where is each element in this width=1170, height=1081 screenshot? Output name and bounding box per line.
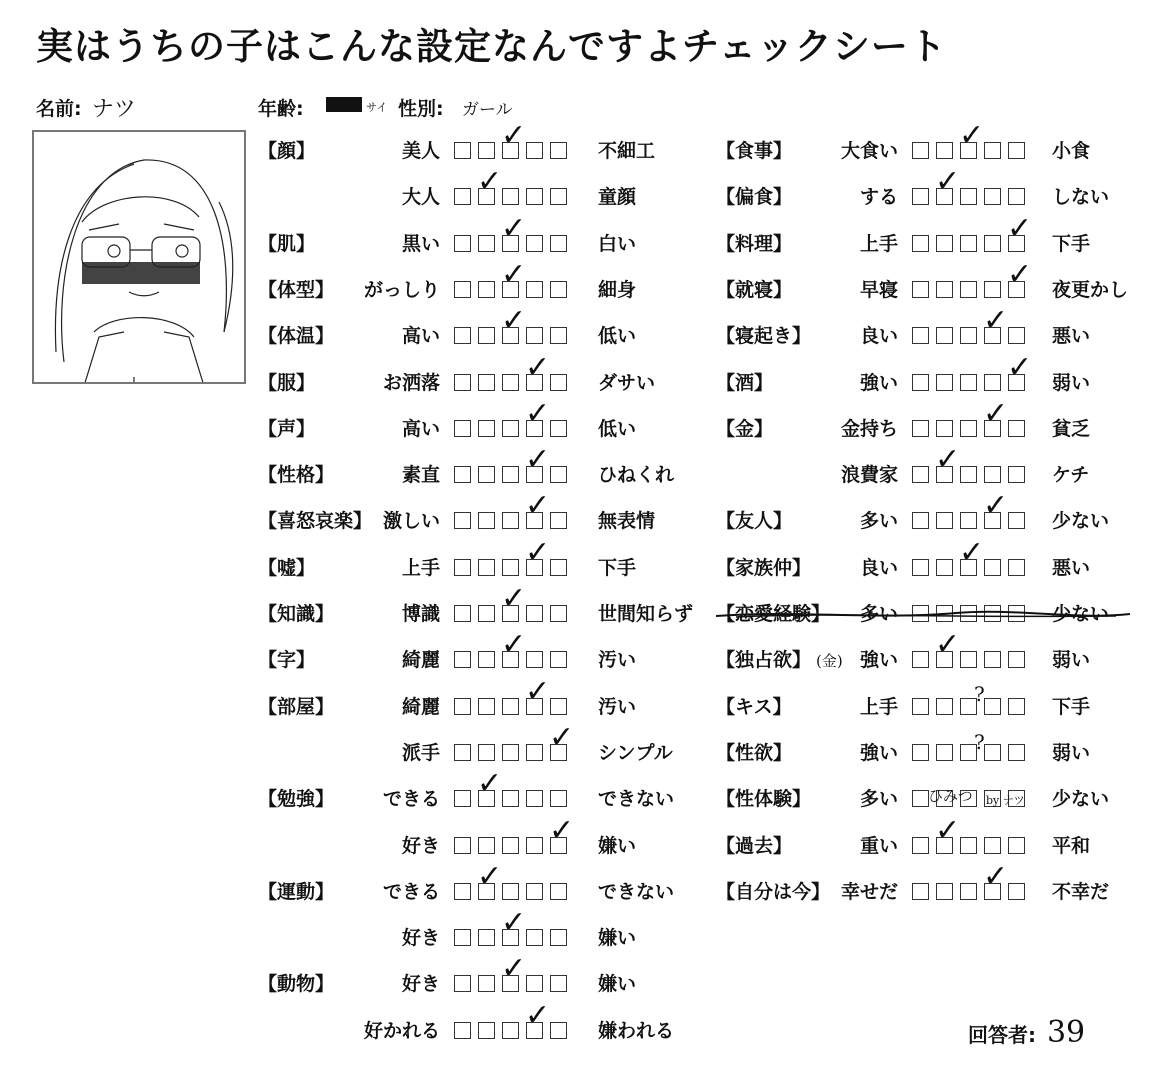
scale-checkbox[interactable] (960, 651, 977, 668)
checklist-row (0, 164, 1170, 212)
left-option: 多い (859, 603, 898, 625)
scale-checkbox[interactable] (550, 929, 567, 946)
checkmark-icon: ✓ (525, 442, 551, 478)
scale-checkbox[interactable] (936, 281, 953, 298)
scale-checkbox[interactable] (502, 1022, 519, 1039)
scale-checkbox[interactable] (1007, 256, 1033, 298)
category-label: 【料理】 (716, 232, 793, 255)
right-option: ひねくれ (598, 464, 675, 487)
scale-boxes (912, 698, 1025, 715)
age-label: 年齢: (258, 98, 304, 120)
scale-boxes (912, 812, 1025, 854)
left-option: 美人 (401, 140, 440, 162)
right-option: シンプル (598, 741, 673, 764)
checklist-row (0, 951, 1170, 999)
checklist-row (0, 858, 1170, 907)
checkmark-icon: ✓ (983, 395, 1009, 431)
scale-checkbox[interactable] (936, 420, 953, 437)
checkmark-icon: ✓ (501, 905, 527, 941)
scale-checkbox[interactable] (983, 395, 1009, 437)
scale-checkbox[interactable] (1007, 210, 1033, 252)
checkmark-icon: ✓ (525, 673, 551, 709)
left-option: 重い (859, 834, 898, 857)
scale-boxes (912, 210, 1033, 252)
scale-checkbox[interactable] (983, 488, 1009, 529)
right-option: 弱い (1052, 741, 1091, 764)
right-option: 無表情 (598, 510, 656, 533)
scale-checkbox[interactable] (1007, 349, 1033, 391)
right-option: 嫌い (598, 927, 637, 950)
scale-checkbox[interactable] (960, 281, 977, 298)
left-option: 早寝 (859, 278, 898, 301)
scale-checkbox[interactable] (550, 975, 567, 992)
scale-checkbox[interactable] (1008, 698, 1025, 715)
scale-checkbox[interactable] (1008, 837, 1025, 854)
scale-checkbox[interactable] (1008, 512, 1025, 529)
left-option: 多い (859, 510, 898, 533)
checkmark-icon: ✓ (525, 395, 551, 431)
scale-checkbox[interactable] (936, 883, 953, 900)
right-option: 嫌い (598, 973, 637, 996)
category-label: 【字】 (258, 649, 316, 672)
respondent (968, 1015, 1085, 1050)
left-option: 好かれる (363, 1019, 440, 1042)
scale-checkbox[interactable] (1008, 142, 1025, 159)
scale-checkbox[interactable] (912, 281, 929, 298)
left-option: 好き (401, 973, 440, 996)
scale-checkbox[interactable] (984, 466, 1001, 483)
category-label: 【嘘】 (258, 556, 316, 579)
checklist-row (0, 395, 1170, 444)
scale-boxes (912, 442, 1025, 483)
left-option: お洒落 (382, 371, 440, 394)
scale-checkbox[interactable] (959, 118, 985, 159)
scale-checkbox[interactable] (1008, 466, 1025, 483)
note-question-1: ? (974, 682, 985, 706)
scale-checkbox[interactable] (1008, 420, 1025, 437)
scale-checkbox[interactable] (984, 559, 1001, 576)
scale-checkbox[interactable] (960, 512, 977, 529)
right-option: 嫌われる (598, 1019, 675, 1042)
category-label: 【就寝】 (716, 278, 793, 301)
category-label: 【喜怒哀楽】 (258, 510, 373, 533)
category-label: 【部屋】 (258, 695, 335, 718)
scale-boxes (912, 534, 1025, 576)
checklist-row (0, 488, 1170, 536)
checkmark-icon: ✓ (1007, 256, 1033, 292)
right-option: 細身 (598, 278, 637, 301)
scale-checkbox[interactable] (1008, 559, 1025, 576)
scale-checkbox[interactable] (984, 374, 1001, 391)
right-option: 平和 (1052, 834, 1091, 857)
left-option: 浪費家 (840, 464, 898, 487)
checklist-row (0, 905, 1170, 953)
scale-checkbox[interactable] (1008, 188, 1025, 205)
category-label: 【顔】 (258, 140, 316, 162)
category-label: 【キス】 (716, 695, 792, 718)
category-label: 【運動】 (258, 880, 335, 903)
right-option: 汚い (598, 695, 637, 718)
scale-boxes (912, 164, 1025, 205)
respondent-label: 回答者: (968, 1023, 1036, 1047)
checkmark-icon: ✓ (983, 858, 1009, 894)
left-option: 好き (401, 927, 440, 950)
scale-boxes (454, 997, 567, 1039)
checklist-row (0, 256, 1170, 305)
scale-boxes (912, 349, 1033, 391)
checklist-row (0, 442, 1170, 490)
scale-boxes (912, 395, 1025, 437)
scale-checkbox[interactable] (478, 929, 495, 946)
right-option: 悪い (1052, 556, 1091, 579)
left-option: できる (382, 880, 440, 903)
scale-checkbox[interactable] (501, 905, 527, 946)
scale-checkbox[interactable] (936, 744, 953, 761)
scale-checkbox[interactable] (912, 559, 929, 576)
right-option: 汚い (598, 649, 637, 672)
scale-boxes (912, 303, 1025, 344)
right-option: 低い (598, 325, 637, 348)
category-label: 【動物】 (258, 973, 335, 996)
right-option: 弱い (1052, 371, 1091, 394)
scale-checkbox[interactable] (936, 235, 953, 252)
scale-checkbox[interactable] (936, 559, 953, 576)
category-label: 【自分は今】 (716, 880, 831, 903)
scale-checkbox[interactable] (936, 327, 953, 344)
left-option: がっしり (363, 278, 440, 301)
scale-checkbox[interactable] (936, 698, 953, 715)
checkmark-icon: ✓ (501, 627, 527, 663)
scale-boxes (912, 744, 1025, 761)
right-option: ダサい (598, 371, 656, 394)
scale-checkbox[interactable] (525, 997, 551, 1039)
left-option: 高い (401, 325, 440, 348)
checklist-row (0, 534, 1170, 583)
category-label: 【家族仲】 (716, 556, 812, 579)
checkmark-icon: ✓ (935, 812, 961, 848)
note-kin: (金) (816, 652, 843, 670)
scale-checkbox[interactable] (935, 627, 961, 668)
checklist-row (0, 118, 1170, 166)
left-option: 上手 (859, 232, 898, 255)
scale-checkbox[interactable] (912, 420, 929, 437)
gender-value: ガール (462, 100, 513, 120)
scale-checkbox[interactable] (983, 303, 1009, 344)
scale-checkbox[interactable] (912, 188, 929, 205)
category-label: 【体温】 (258, 325, 335, 348)
scale-checkbox[interactable] (454, 975, 471, 992)
scale-checkbox[interactable] (960, 837, 977, 854)
scale-checkbox[interactable] (936, 142, 953, 159)
left-option: できる (382, 788, 440, 811)
left-option: 上手 (401, 556, 440, 579)
checklist-row (0, 303, 1170, 351)
left-option: 綺麗 (401, 649, 440, 672)
right-option: 低い (598, 417, 637, 440)
scale-checkbox[interactable] (984, 651, 1001, 668)
right-option: 不細工 (598, 140, 656, 162)
left-option: 激しい (382, 510, 440, 533)
category-label: 【金】 (716, 417, 774, 440)
scale-checkbox[interactable] (912, 512, 929, 529)
scale-checkbox[interactable] (478, 975, 495, 992)
scale-boxes (454, 905, 567, 946)
left-option: 派手 (401, 741, 440, 764)
category-label: 【友人】 (716, 510, 793, 533)
checkmark-icon: ✓ (501, 303, 527, 339)
category-label: 【独占欲】 (716, 649, 812, 672)
scale-checkbox[interactable] (984, 188, 1001, 205)
left-option: 幸せだ (840, 880, 898, 903)
checkmark-icon: ✓ (477, 164, 503, 200)
scale-checkbox[interactable] (960, 188, 977, 205)
right-option: 少ない (1052, 510, 1110, 533)
scale-checkbox[interactable] (501, 951, 527, 992)
right-option: 貧乏 (1052, 417, 1091, 440)
checkmark-icon: ✓ (1007, 210, 1033, 246)
left-option: 多い (859, 788, 898, 811)
scale-checkbox[interactable] (984, 281, 1001, 298)
right-option: 不幸だ (1052, 880, 1110, 903)
right-option: できない (598, 788, 675, 811)
scale-checkbox[interactable] (912, 651, 929, 668)
name-label: 名前: (36, 98, 82, 120)
scale-checkbox[interactable] (912, 698, 929, 715)
note-by: by ナツ (986, 794, 1025, 807)
page-title: 実はうちの子はこんな設定なんですよチェックシート (36, 25, 947, 68)
category-label: 【服】 (258, 371, 316, 394)
checklist-row (0, 210, 1170, 259)
category-label: 【体型】 (258, 278, 335, 301)
checklist-row (0, 349, 1170, 398)
scale-checkbox[interactable] (526, 929, 543, 946)
scale-checkbox[interactable] (478, 1022, 495, 1039)
scale-checkbox[interactable] (959, 534, 985, 576)
category-label: 【寝起き】 (716, 325, 812, 348)
scale-checkbox[interactable] (984, 142, 1001, 159)
left-option: 博識 (401, 603, 440, 625)
scale-checkbox[interactable] (935, 812, 961, 854)
age-redacted (326, 97, 362, 112)
checklist-row (0, 738, 1170, 768)
right-option: 悪い (1052, 325, 1091, 348)
checkmark-icon: ✓ (549, 812, 575, 848)
checkmark-icon: ✓ (959, 118, 985, 153)
scale-checkbox[interactable] (912, 790, 929, 807)
right-option: 世間知らず (598, 603, 694, 625)
category-label: 【性欲】 (716, 741, 793, 764)
scale-checkbox[interactable] (454, 929, 471, 946)
right-option: 少ない (1052, 603, 1110, 625)
scale-checkbox[interactable] (912, 142, 929, 159)
left-option: 好き (401, 834, 440, 857)
scale-checkbox[interactable] (1008, 883, 1025, 900)
right-option: 下手 (1052, 695, 1091, 718)
left-option: 綺麗 (401, 695, 440, 718)
left-option: 上手 (859, 695, 898, 718)
category-label: 【恋愛経験】 (716, 603, 831, 625)
scale-checkbox[interactable] (984, 698, 1001, 715)
right-option: 小食 (1052, 140, 1091, 162)
scale-checkbox[interactable] (960, 420, 977, 437)
left-option: 強い (859, 371, 898, 394)
checkmark-icon: ✓ (549, 719, 575, 755)
checkmark-icon: ✓ (477, 858, 503, 894)
checklist-row (0, 627, 1170, 675)
left-option: 強い (859, 741, 898, 764)
scale-checkbox[interactable] (983, 858, 1009, 900)
scale-boxes (912, 627, 1025, 668)
scale-checkbox[interactable] (935, 164, 961, 205)
left-option: 良い (859, 556, 898, 579)
scale-boxes (912, 488, 1025, 529)
left-option: する (859, 186, 898, 209)
right-option: 下手 (598, 556, 637, 579)
right-option: しない (1052, 186, 1110, 209)
checkmark-icon: ✓ (477, 766, 503, 802)
scale-checkbox[interactable] (984, 744, 1001, 761)
scale-checkbox[interactable] (936, 512, 953, 529)
checklist-row (0, 692, 1170, 722)
scale-checkbox[interactable] (984, 235, 1001, 252)
checkmark-icon: ✓ (501, 118, 527, 153)
scale-checkbox[interactable] (960, 235, 977, 252)
left-option: 素直 (401, 464, 440, 487)
right-option: 弱い (1052, 649, 1091, 672)
respondent-value: 39 (1046, 1015, 1086, 1050)
scale-boxes (912, 858, 1025, 900)
scale-checkbox[interactable] (936, 374, 953, 391)
category-label: 【性体験】 (716, 788, 812, 811)
right-option: ケチ (1052, 464, 1090, 487)
checkmark-icon: ✓ (983, 488, 1009, 524)
checkmark-icon: ✓ (525, 534, 551, 570)
right-option: 下手 (1052, 232, 1091, 255)
checkmark-icon: ✓ (525, 997, 551, 1033)
age-unit: サイ (366, 101, 388, 114)
category-label: 【声】 (258, 417, 316, 440)
category-label: 【肌】 (258, 232, 316, 255)
checkmark-icon: ✓ (501, 210, 527, 246)
checkmark-icon: ✓ (525, 349, 551, 385)
note-question-2: ? (974, 730, 985, 754)
right-option: 嫌い (598, 834, 637, 857)
scale-checkbox[interactable] (912, 327, 929, 344)
scale-checkbox[interactable] (1008, 327, 1025, 344)
category-label: 【偏食】 (716, 186, 793, 209)
category-label: 【知識】 (258, 603, 335, 625)
category-label: 【食事】 (716, 140, 793, 162)
checkmark-icon: ✓ (935, 164, 961, 200)
scale-checkbox[interactable] (935, 442, 961, 483)
scale-boxes (912, 256, 1033, 298)
checkmark-icon: ✓ (525, 488, 551, 524)
scale-checkbox[interactable] (912, 883, 929, 900)
right-option: 童顔 (598, 186, 637, 209)
scale-checkbox[interactable] (960, 374, 977, 391)
scale-checkbox[interactable] (454, 1022, 471, 1039)
left-option: 大食い (840, 140, 898, 162)
checkmark-icon: ✓ (501, 951, 527, 987)
scale-checkbox[interactable] (1008, 651, 1025, 668)
scale-checkbox[interactable] (960, 327, 977, 344)
note-secret: ひみつ (928, 787, 973, 805)
scale-boxes (454, 951, 567, 992)
strikethrough-scribble (716, 608, 1130, 622)
scale-checkbox[interactable] (960, 466, 977, 483)
left-option: 高い (401, 417, 440, 440)
checkmark-icon: ✓ (935, 627, 961, 663)
left-option: 金持ち (840, 417, 898, 440)
checkmark-icon: ✓ (983, 303, 1009, 339)
scale-checkbox[interactable] (960, 883, 977, 900)
scale-boxes (912, 118, 1025, 159)
scale-checkbox[interactable] (912, 374, 929, 391)
checkmark-icon: ✓ (501, 256, 527, 292)
scale-checkbox[interactable] (912, 466, 929, 483)
checkmark-icon: ✓ (1007, 349, 1033, 385)
left-option: 良い (859, 325, 898, 348)
checklist-row (0, 812, 1170, 861)
left-option: 黒い (401, 232, 440, 255)
checkmark-icon: ✓ (501, 581, 527, 616)
right-option: できない (598, 880, 675, 903)
name-value: ナツ (92, 97, 136, 122)
left-option: 強い (859, 649, 898, 672)
left-option: 大人 (401, 186, 440, 209)
right-option: 白い (598, 232, 637, 255)
checkmark-icon: ✓ (959, 534, 985, 570)
right-option: 夜更かし (1052, 278, 1129, 301)
category-label: 【酒】 (716, 371, 774, 394)
category-label: 【性格】 (258, 464, 335, 487)
scale-checkbox[interactable] (912, 837, 929, 854)
scale-checkbox[interactable] (912, 235, 929, 252)
scale-checkbox[interactable] (550, 1022, 567, 1039)
category-label: 【勉強】 (258, 788, 335, 811)
scale-checkbox[interactable] (984, 837, 1001, 854)
right-option: 少ない (1052, 788, 1110, 811)
gender-label: 性別: (398, 98, 444, 120)
scale-checkbox[interactable] (526, 975, 543, 992)
scale-checkbox[interactable] (1008, 744, 1025, 761)
category-label: 【過去】 (716, 834, 793, 857)
scale-checkbox[interactable] (912, 744, 929, 761)
checkmark-icon: ✓ (935, 442, 961, 478)
